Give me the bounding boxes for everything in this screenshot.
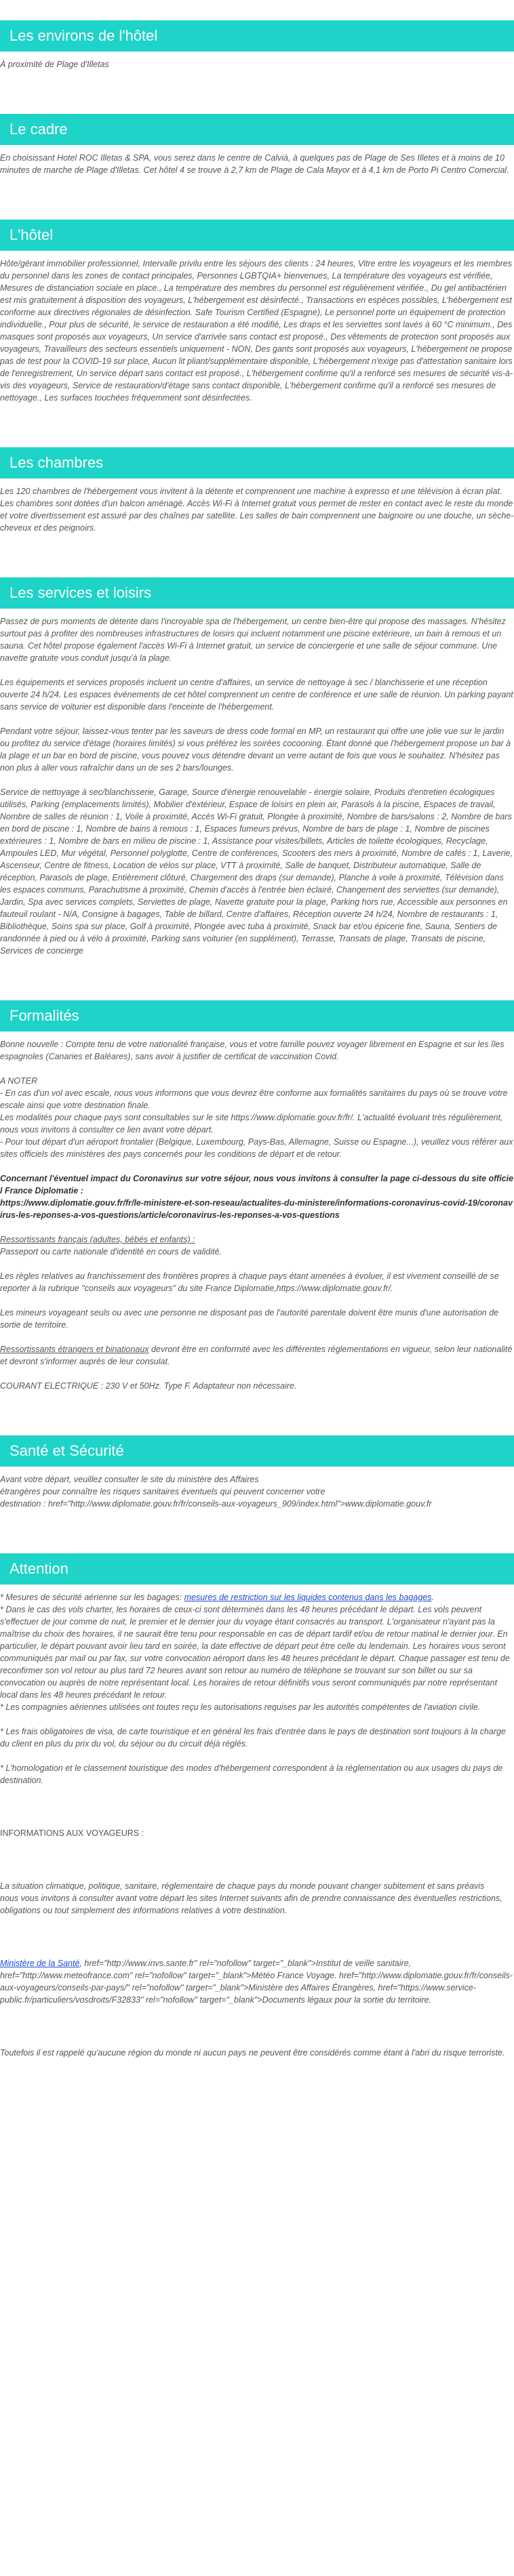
text: * Mesures de sécurité aérienne sur les bagages: [0,1593,184,1602]
section-title: Les environs de l'hôtel [0,20,514,52]
section-text [0,258,514,404]
text: devront être en conformité avec les différentes réglementations en vigueur, selon leur nationalité et devront s'informer auprès de leur consulat. [0,1345,513,1366]
paragraph: Pendant votre séjour, laissez-vous tenter par les saveurs de dress code formal en MP, un restaurant qui offre une jolie vue sur le jardin ou profitez du service d'étage (horaires limités) si vous préférez les soirées cocooning. Étant donné que l'hébergement propose un bar à la plage et un bar en bord de piscine, vous pouvez vous détendre devant un verre autant de fois que vous le souhaitez. N'hésitez pas non plus à aller vous rafraîchir dans un de ses 2 bars/lounges. [0,727,511,773]
paragraph: À proximité de Plage d'Illetas [0,60,109,69]
liquids-restriction-link[interactable]: mesures de restriction sur les liquides contenus dans les bagages [184,1593,432,1602]
section-title: Le cadre [0,114,514,145]
section-text [0,485,514,534]
section-sante [0,1435,514,1510]
label: Ressortissants étrangers et binationaux [0,1345,149,1354]
section-hotel [0,220,514,404]
section-services [0,577,514,957]
paragraph: Concernant l'éventuel impact du Coronavirus sur votre séjour, nous vous invitons à consulter la page ci-dessous du site officiel France Diplomatie : https://www.diplomatie.gouv.fr/fr/le-ministere-et-son-reseau/actualites-du-ministere/informations-coronavirus-covid-19/coronavirus-les-reponses-a-vos-questions/article/coronavirus-les-reponses-a-vos-questions [0,1174,514,1220]
paragraph: Les règles relatives au franchissement des frontières propres à chaque pays étant amenées à évoluer, il est vivement conseillé de se reporter à la rubrique "conseils aux voyageurs" du site France Diplomatie,https://www.diplomatie.gouv.fr/. [0,1271,499,1293]
section-text [0,152,514,176]
section-title: Santé et Sécurité [0,1435,514,1467]
paragraph: Hôte/gérant immobilier professionnel, Intervalle privilu entre les séjours des clients : 24 heures, Vitre entre les voyageurs et les membres du personnel dans les zones de contact principales, Personnes LGBTQIA+ bienvenues, La température des voyageurs est vérifiée, Mesures de distanciation sociale en place., La température des membres du personnel est régulièrement vérifiée., Du gel antibactérien est mis gratuitement à disposition des voyageurs, L'hébergement est désinfecté., Transactions en espèces possibles, L'hébergement est conforme aux directives régionales de désinfection. Safe Tourism Certified (Espagne), Le personnel porte un équipement de protection individuelle., Pour plus de sécurité, le service de restauration a été modifié, Les draps et les serviettes sont lavés à 60 °C minimum., Des masques sont proposés aux voyageurs, Un service d'arrivée sans contact est proposé., Des vêtements de protection sont proposés aux voyageurs, Travailleurs des secteurs essentiels uniquement - NON, Des gants sont proposés aux voyageurs, L'hébergement ne propose pas de test pour la COVID-19 sur place, Aucun lit pliant/supplémentaire disponible, L'hébergement n'exige pas d'attestation sanitaire lors de l'enregistrement, Un service départ sans contact est proposé., L'hébergement confirme qu'il a renforcé ses mesures de sécurité vis-à-vis des voyageurs, Service de restauration/d'étage sans contact disponible, L'hébergement confirme qu'il a renforcé ses mesures de nettoyage., Les surfaces touchées fréquemment sont désinfectées. [0,259,513,403]
paragraph: * L'homologation et le classement touristique des modes d'hébergement correspondent à la réglementation ou aux usages du pays de destination. [0,1763,503,1785]
paragraph: Les mineurs voyageant seuls ou avec une personne ne disposant pas de l'autorité parentale doivent être munis d'une autorisation de sortie de territoire. [0,1308,499,1330]
paragraph: A NOTER - En cas d'un vol avec escale, nous vous informons que vous devrez être conforme aux formalités sanitaires du pays où se trouve votre escale ainsi que votre destination finale. Les modalités pour chaque pays sont consultables sur le site https://www.diplomatie.gouv.fr/fr/. L'actualité évoluant très régulièrement, nous vous invitons à consulter ce lien avant votre départ. - Pour tout départ d'un aéroport frontalier (Belgique, Luxembourg, Pays-Bas, Allemagne, Suisse ou Espagne...), veuillez vous référer aux sites officiels des ministères des pays concernés pour les conditions de départ et de retour. [0,1076,513,1159]
paragraph: Bonne nouvelle : Compte tenu de votre nationalité française, vous et votre famille pouvez voyager librement en Espagne et sur les îles espagnoles (Canaries et Baléares), sans avoir à justifier de certificat de vaccination Covid. [0,1040,505,1061]
ministere-sante-link[interactable]: Ministère de la Santé [0,1959,80,1968]
label: Ressortissants français (adultes, bébés et enfants) : [0,1235,195,1244]
section-title: L'hôtel [0,220,514,251]
section-title: Attention [0,1553,514,1585]
paragraph: COURANT ELECTRIQUE : 230 V et 50Hz. Type F. Adaptateur non nécessaire. [0,1381,297,1391]
paragraph: Avant votre départ, veuillez consulter le site du ministère des Affaires étrangères pour connaître les risques sanitaires éventuels qui peuvent concerner votre destination : href="http://www.diplomatie.gouv.fr/fr/conseils-aux-voyageurs_909/index.html">www.diplomatie.gouv.fr [0,1475,432,1509]
paragraph [0,1343,514,1368]
section-title: Formalités [0,1000,514,1031]
paragraph: INFORMATIONS AUX VOYAGEURS : [0,1828,144,1838]
section-text [0,1473,514,1510]
section-cadre [0,114,514,176]
section-text [0,58,514,70]
section-environs [0,20,514,70]
section-title: Les chambres [0,447,514,478]
paragraph [0,1591,514,1713]
paragraph: Toutefois il est rappelé qu'aucune région du monde ni aucun pays ne peuvent être considérés comme étant à l'abri du risque terroriste. [0,2048,505,2058]
paragraph: Les 120 chambres de l'hébergement vous invitent à la détente et comprennent une machine à expresso et une télévision à écran plat. Les chambres sont dotées d'un balcon aménagé. Accès Wi-Fi à Internet gratuit vous permet de rester en contact avec le reste du monde et votre divertissement est assuré par des chaînes par satellite. Les salles de bain comprennent une baignoire ou une douche, un sèche-cheveux et des peignoirs. [0,487,514,533]
paragraph [0,1957,514,2006]
text: Passeport ou carte nationale d'identité en cours de validité. [0,1247,222,1256]
paragraph: En choisissant Hotel ROC Illetas & SPA, vous serez dans le centre de Calvià, à quelques pas de Plage de Ses Illetes et à moins de 10 minutes de marche de Plage d'Illetas. Cet hôtel 4 se trouve à 2,7 km de Plage de Cala Mayor et à 4,1 km de Porto Pi Centro Comercial. [0,153,509,175]
paragraph: Les équipements et services proposés incluent un centre d'affaires, un service de nettoyage à sec / blanchisserie et une réception ouverte 24 h/24. Les espaces événements de cet hôtel comprennent un centre de conférence et une salle de réunion. Un parking payant sans service de voiturier est disponible dans l'enceinte de l'hébergement. [0,678,513,712]
section-text [0,615,514,957]
text: , href="http://www.invs.sante.fr" rel="nofollow" target="_blank">Institut de veille sanitaire, href="http://www.meteofrance.com" rel="nofollow" target="_blank">Météo France Voyage. href="http://www.diplomatie.gouv.fr/fr/conseils-aux-voyageurs/conseils-par-pays/" rel="nofollow" target="_blank">Ministère des Affaires Étrangères, href="https://www.service-public.fr/particuliers/vosdroits/F32833" rel="nofollow" target="_blank">Documents légaux pour la sortie du territoire. [0,1959,513,2005]
paragraph: Service de nettoyage à sec/blanchisserie, Garage, Source d'énergie renouvelable - énergie solaire, Produits d'entretien écologiques utilisés, Parking (emplacements limités), Mobilier d'extérieur, Espace de loisirs en plein air, Parasols à la piscine, Espaces de travail, Nombre de salles de réunion : 1, Voile à proximité, Accès Wi-Fi gratuit, Plongée à proximité, Nombre de bars/salons : 2, Nombre de bars en bord de piscine : 1, Nombre de bains à remous : 1, Espaces fumeurs prévus, Nombre de bars de plage : 1, Nombre de piscines extérieures : 1, Nombre de bars en milieu de piscine : 1, Assistance pour visites/billets, Articles de toilette écologiques, Recyclage, Ampoules LED, Mur végétal, Personnel polyglotte, Centre de conférences, Scooters des mers à proximité, Nombre de cafés : 1, Laverie, Ascenseur, Centre de fitness, Location de vélos sur place, VTT à proximité, Salle de banquet, Distributeur automatique, Salle de réception, Parasols de plage, Entièrement clôturé, Chargement des draps (sur demande), Planche à voile à proximité, Télévision dans les espaces communs, Parachutisme à proximité, Chemin d'accès à l'entrée bien éclairé, Changement des serviettes (sur demande), Jardin, Spa avec services complets, Serviettes de plage, Navette gratuite pour la plage, Parking hors rue, Accessible aux personnes en fauteuil roulant - N/A, Consigne à bagages, Table de billard, Centre d'affaires, Réception ouverte 24 h/24, Nombre de restaurants : 1, Bibliothèque, Soins spa sur place, Golf à proximité, Plongée avec tuba à proximité, Snack bar et/ou épicerie fine, Sauna, Sentiers de randonnée à pied ou à vélo à proximité, Parking sans voiturier (en supplément), Terrasse, Transats de plage, Transats de piscine, Services de concierge [0,788,513,956]
section-text [0,1038,514,1392]
paragraph: * Les frais obligatoires de visa, de carte touristique et en général les frais d'entrée dans le pays de destination sont toujours à la charge du client en plus du prix du vol, du séjour ou du circuit déjà réglés. [0,1727,506,1749]
section-formalites [0,1000,514,1392]
section-attention [0,1553,514,2059]
text: . [431,1593,434,1602]
section-chambres [0,447,514,534]
paragraph: La situation climatique, politique, sanitaire, réglementaire de chaque pays du monde pouvant changer subitement et sans préavis nous vous invitons à consulter avant votre départ les sites Internet suivants afin de prendre connaissance des éventuelles restrictions, obligations ou tout simplement des informations relatives à votre destination. [0,1881,502,1915]
text: * Dans le cas des vols charter, les horaires de ceux-ci sont déterminés dans les 48 heures précédant le départ. Les vols peuvent s'effectuer de jour comme de nuit, le premier et le dernier jour du voyage étant consacrés au transport. L'organisateur n'ayant pas la maîtrise du choix des horaires, il ne saurait être tenu pour responsable en cas de départ tardif et/ou de retour matinal le dernier jour. En particulier, le départ pouvant avoir lieu tard en soirée, la date effective de départ peut être celle du lendemain. Les horaires vous seront communiqués par mail ou par fax, sur votre convocation aéroport dans les 48 heures précédant le départ. Chaque passager est tenu de reconfirmer son vol retour au plus tard 72 heures avant son retour au numéro de téléphone se trouvant sur son billet ou sur sa convocation ou auprès de notre représentant local. Les horaires de retour définitifs vous seront communiqués par notre représentant local dans les 48 heures précédant le retour. * Les compagnies aériennes utilisées ont toutes reçu les autorisations requises par les autorités compétentes de l'aviation civile. [0,1605,510,1712]
paragraph [0,1233,514,1258]
section-text [0,1591,514,2059]
paragraph: Passez de purs moments de détente dans l'incroyable spa de l'hébergement, un centre bien-être qui propose des massages. N'hésitez surtout pas à profiter des nombreuses infrastructures de loisirs qui incluent notamment une piscine extérieure, un bain à remous et un sauna. Cet hôtel propose également l'accès Wi-Fi à Internet gratuit, un service de conciergerie et une salle de séjour commune. Une navette gratuite vous conduit jusqu'à la plage. [0,617,506,663]
section-title: Les services et loisirs [0,577,514,609]
